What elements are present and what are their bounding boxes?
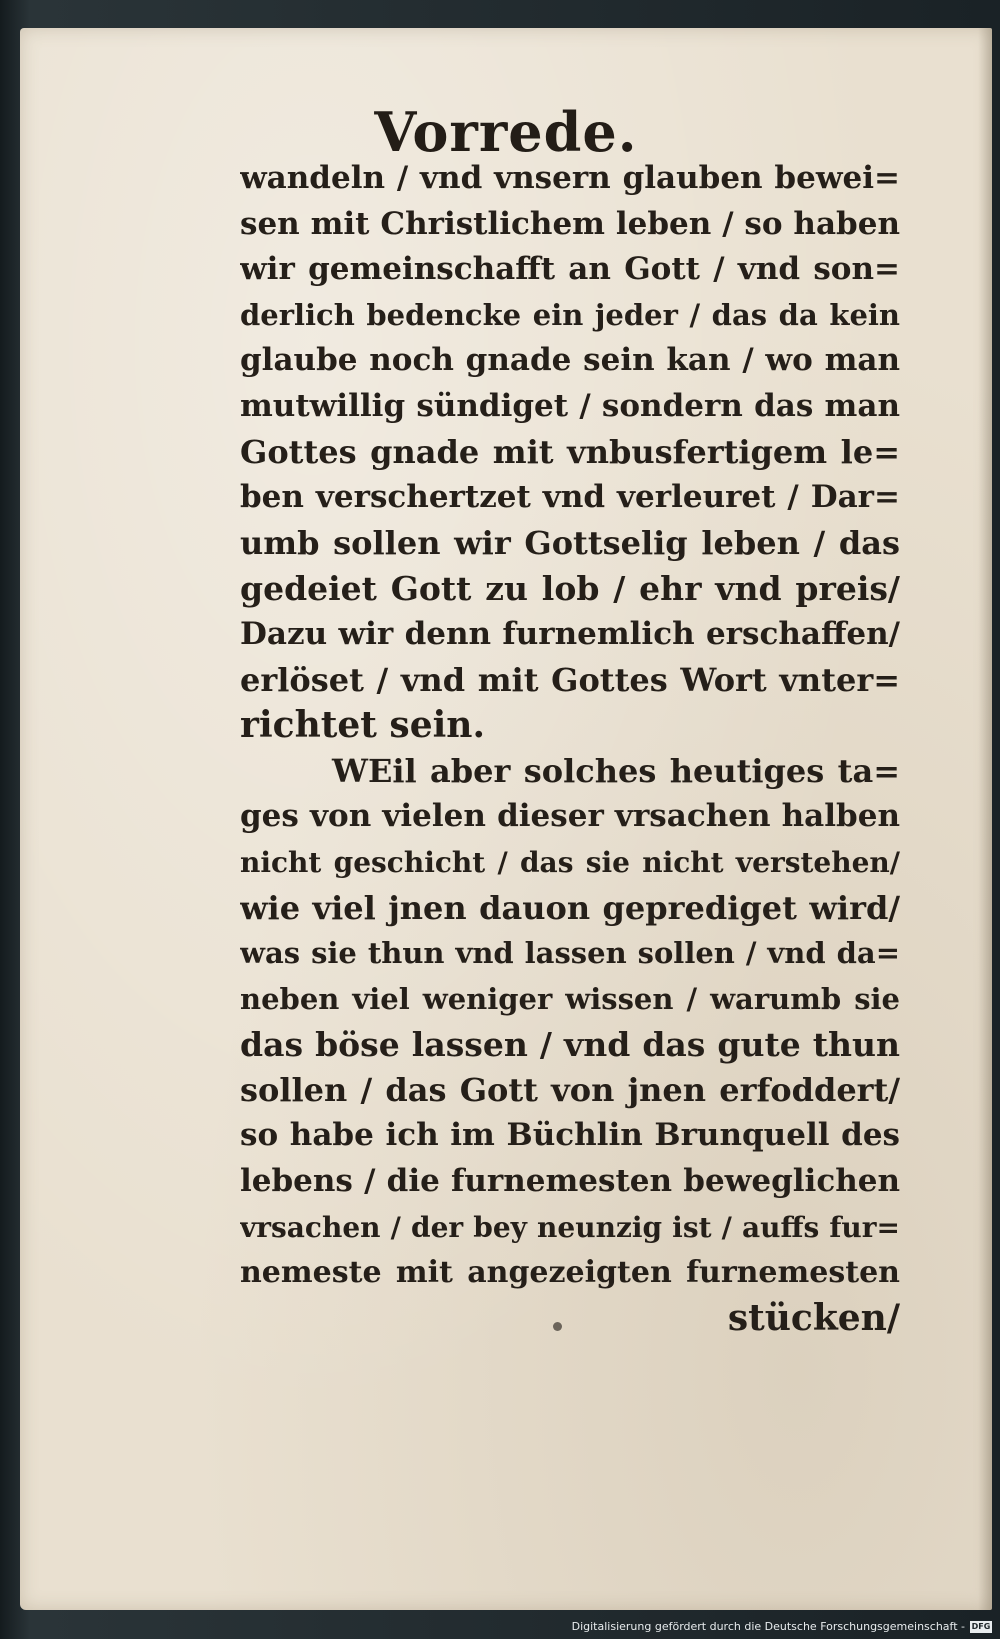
- text-line: umb sollen wir Gottselig leben / das: [240, 523, 900, 562]
- text-line: lebens / die furnemesten beweglichen: [240, 1163, 900, 1200]
- text-line: ben verschertzet vnd verleuret / Dar=: [240, 479, 900, 516]
- text-line: mutwillig sündiget / sondern das man: [240, 387, 900, 424]
- ink-spot: [553, 1322, 562, 1331]
- text-line: sollen / das Gott von jnen erfoddert/: [240, 1070, 900, 1109]
- text-line: vrsachen / der bey neunzig ist / auffs fur=: [240, 1210, 900, 1244]
- text-line: wie viel jnen dauon geprediget wird/: [240, 888, 900, 927]
- text-line: sen mit Christlichem leben / so haben: [240, 205, 900, 242]
- text-line: was sie thun vnd lassen sollen / vnd da=: [240, 936, 900, 971]
- catchword: stücken/: [727, 1296, 900, 1339]
- text-line: nicht geschicht / das sie nicht verstehen/: [240, 845, 900, 879]
- paragraph-start-line: WEil aber solches heutiges ta=: [332, 751, 900, 790]
- text-line: Gottes gnade mit vnbusfertigem le=: [240, 432, 900, 471]
- text-line: erlöset / vnd mit Gottes Wort vnter=: [240, 660, 900, 699]
- text-line: derlich bedencke ein jeder / das da kein: [240, 297, 900, 332]
- text-line: nemeste mit angezeigten furnemesten: [240, 1255, 900, 1291]
- text-line: wandeln / vnd vnsern glauben bewei=: [240, 160, 900, 196]
- footer-credit: Digitalisierung gefördert durch die Deutsche Forschungsgemeinschaft -: [571, 1620, 965, 1633]
- text-line: das böse lassen / vnd das gute thun: [240, 1025, 900, 1065]
- text-line: glaube noch gnade sein kan / wo man: [240, 342, 900, 379]
- text-line: so habe ich im Büchlin Brunquell des: [240, 1117, 900, 1154]
- text-line: richtet sein.: [240, 704, 485, 747]
- text-line: Dazu wir denn furnemlich erschaffen/: [240, 615, 900, 652]
- digitization-footer: [572, 1620, 992, 1633]
- running-header: Vorrede.: [374, 100, 638, 164]
- body-text: [240, 156, 900, 1341]
- text-line: wir gemeinschafft an Gott / vnd son=: [240, 251, 900, 288]
- text-line: ges von vielen dieser vrsachen halben: [240, 798, 900, 835]
- text-line: neben viel weniger wissen / warumb sie: [240, 981, 900, 1016]
- text-line: gedeiet Gott zu lob / ehr vnd preis/: [240, 569, 900, 609]
- dfg-logo-icon: DFG: [971, 1621, 991, 1631]
- page-edge-shadow: [978, 28, 992, 1610]
